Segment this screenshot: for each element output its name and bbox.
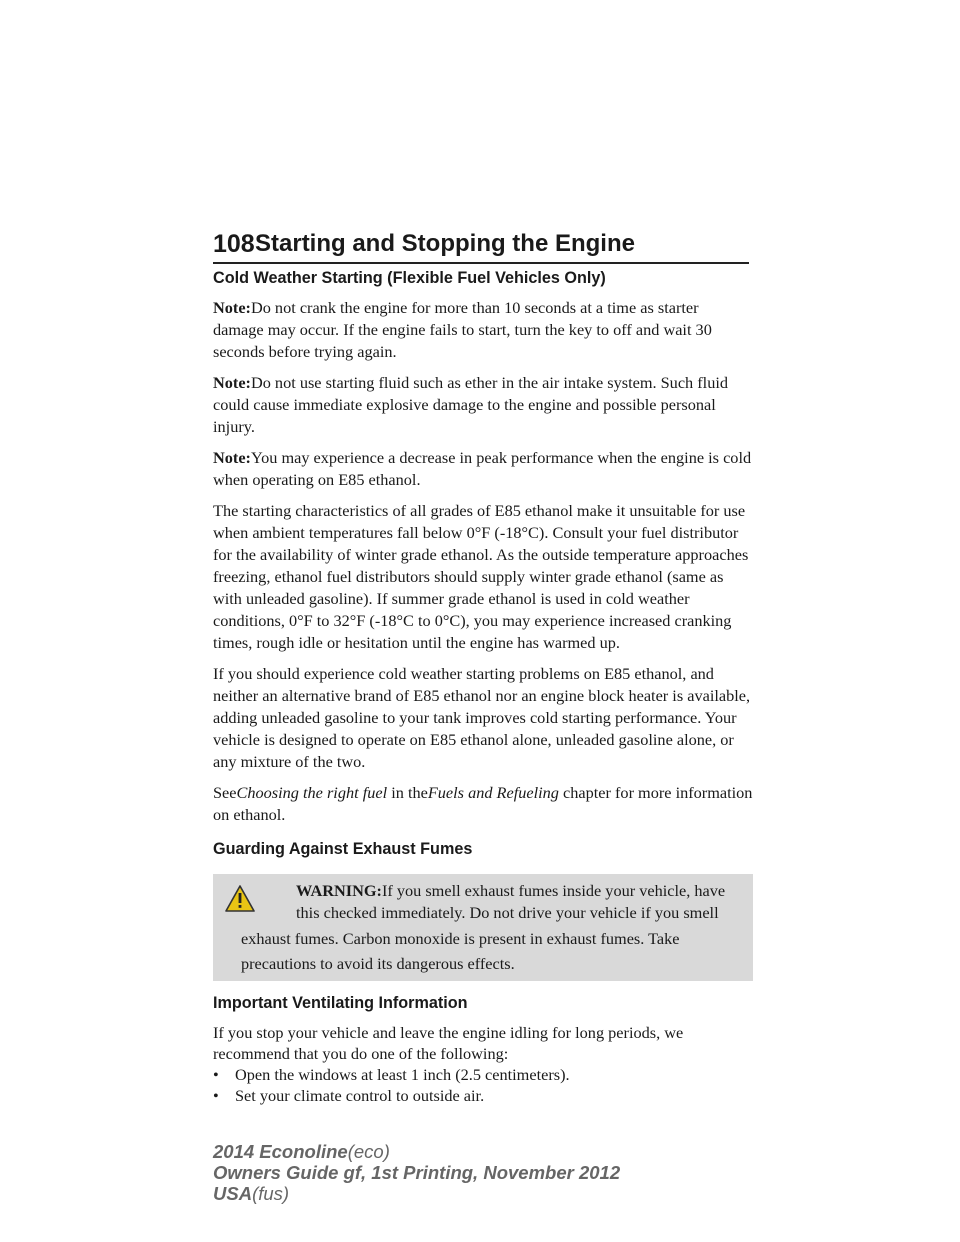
note-starting-fluid [213, 372, 753, 438]
footer-line-printing: Owners Guide gf, 1st Printing, November 2012 [213, 1162, 621, 1183]
see-suffix: chapter for more information on ethanol. [213, 783, 753, 824]
warning-line: this checked immediately. Do not drive your vehicle if you smell [296, 903, 719, 922]
see-prefix: See [213, 783, 237, 802]
bullet: • [213, 1065, 219, 1084]
page-header [213, 228, 749, 264]
footer-line-model: 2014 Econoline(eco) [213, 1141, 390, 1162]
note-text: You may experience a decrease in peak performance when the engine is cold when operating on E85 ethanol. [213, 448, 752, 489]
heading-exhaust-fumes: Guarding Against Exhaust Fumes [213, 840, 473, 858]
page-content [213, 267, 753, 1106]
bullet: • [213, 1086, 219, 1105]
list-item: • Set your climate control to outside air. [213, 1086, 485, 1105]
heading-cold-weather: Cold Weather Starting (Flexible Fuel Vehicles Only) [213, 269, 606, 287]
page-number: 108 [213, 230, 255, 258]
note-label: Note: [213, 298, 251, 317]
warning-line: precautions to avoid its dangerous effects. [241, 954, 515, 973]
note-crank [213, 297, 753, 363]
page-footer [213, 1141, 620, 1204]
chapter-title: Starting and Stopping the Engine [255, 230, 635, 257]
list-item: • Open the windows at least 1 inch (2.5 centimeters). [213, 1065, 570, 1084]
note-text: Do not crank the engine for more than 10 seconds at a time as starter damage may occur. If the engine fails to start, turn the key to off and wait 30 seconds before trying again. [213, 298, 712, 361]
paragraph-see-also [213, 782, 753, 826]
warning-triangle-icon [225, 885, 255, 912]
paragraph-ethanol-grades: The starting characteristics of all grades of E85 ethanol make it unsuitable for use when ambient temperatures fall below 0°F (-18°C). Consult your fuel distributor for the availability of winter grade ethanol. As the outside temperature approaches freezing, ethanol fuel distributors should supply winter grade ethanol (same as with unleaded gasoline). If summer grade ethanol is used in cold weather conditions, 0°F to 32°F (-18°C to 0°C), you may experience increased cranking times, rough idle or hesitation until the engine has warmed up. [213, 501, 749, 652]
footer-line-market: USA(fus) [213, 1183, 290, 1204]
paragraph-ventilating-intro: If you stop your vehicle and leave the engine idling for long periods, we recommend that you do one of the following: [213, 1023, 684, 1063]
warning-box [213, 874, 753, 981]
note-performance [213, 447, 753, 491]
note-label: Note: [213, 373, 251, 392]
heading-ventilating: Important Ventilating Information [213, 994, 468, 1012]
note-label: Note: [213, 448, 251, 467]
link-choosing-fuel[interactable]: Choosing the right fuel [236, 783, 388, 802]
see-mid: in the [391, 783, 428, 802]
warning-line: exhaust fumes. Carbon monoxide is present in exhaust fumes. Take [241, 929, 680, 948]
warning-line: WARNING:If you smell exhaust fumes inside your vehicle, have [296, 881, 726, 900]
warning-label: WARNING: [296, 881, 382, 900]
link-fuels-refueling[interactable]: Fuels and Refueling [427, 783, 559, 802]
note-text: Do not use starting fluid such as ether in the air intake system. Such fluid could cause immediate explosive damage to the engine and possible personal injury. [213, 373, 729, 436]
paragraph-starting-problems: If you should experience cold weather starting problems on E85 ethanol, and neither an alternative brand of E85 ethanol nor an engine block heater is available, adding unleaded gasoline to your tank improves cold starting performance. Your vehicle is designed to operate on E85 ethanol alone, unleaded gasoline alone, or any mixture of the two. [213, 664, 751, 771]
ventilating-list [213, 1064, 753, 1106]
